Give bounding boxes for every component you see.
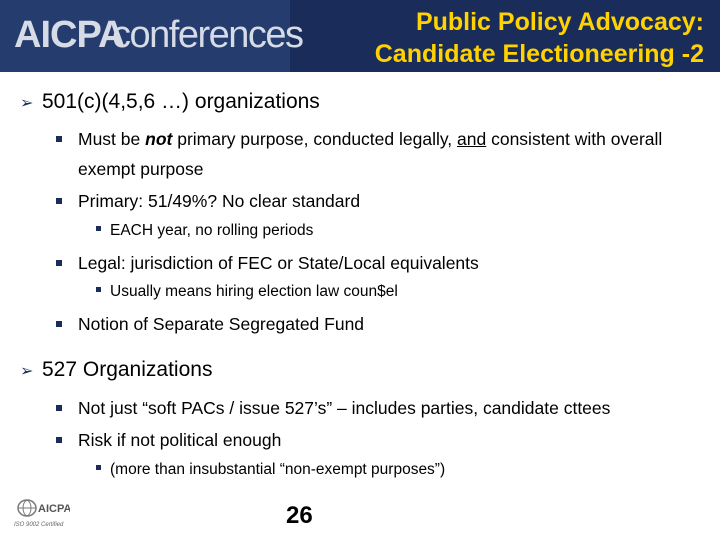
bullet-underline: and (457, 129, 487, 149)
bullet-must-be-not-primary (58, 124, 698, 184)
arrow-bullet-icon: ➢ (20, 363, 34, 380)
bullet-text (58, 124, 698, 184)
section-heading-527 (20, 358, 212, 382)
footer-logo-caption: ISO 9002 Certified (14, 522, 64, 528)
sub-bullet-text: Usually means hiring election law coun$el (110, 283, 398, 300)
bullet-text-part: consistent with overall exempt purpose (78, 129, 663, 179)
section-heading-501c (20, 90, 320, 114)
title-line-1: Public Policy Advocacy: (415, 8, 704, 36)
bullet-text: Not just “soft PACs / issue 527’s” – includes parties, candidate cttees (78, 398, 611, 418)
bullet-legal-jurisdiction (58, 248, 698, 278)
footer-logo-text: AICPA (38, 503, 70, 515)
bullet-separate-segregated-fund (58, 309, 698, 339)
square-bullet-icon (96, 287, 101, 292)
bullet-text-part: primary purpose, conducted legally, (172, 129, 458, 149)
bullet-text: Notion of Separate Segregated Fund (78, 314, 365, 334)
square-bullet-icon (56, 198, 62, 204)
square-bullet-icon (56, 405, 62, 411)
square-bullet-icon (56, 437, 62, 443)
aicpa-conferences-logo (0, 0, 303, 72)
square-bullet-icon (56, 136, 62, 142)
sub-bullet-each-year (96, 222, 313, 240)
sub-bullet-text: (more than insubstantial “non-exempt purposes”) (110, 461, 446, 478)
aicpa-footer-logo (10, 494, 70, 530)
section-heading-text: 501(c)(4,5,6 …) organizations (42, 90, 320, 113)
logo-aicpa-text: AICPA (14, 14, 125, 56)
bullet-text: Legal: jurisdiction of FEC or State/Local equivalents (78, 253, 479, 273)
square-bullet-icon (56, 260, 62, 266)
slide-header (0, 0, 720, 72)
sub-bullet-insubstantial (96, 461, 445, 479)
bullet-text-part: Must be (78, 129, 146, 149)
bullet-primary-standard (58, 186, 698, 216)
arrow-bullet-icon: ➢ (20, 95, 34, 112)
square-bullet-icon (56, 321, 62, 327)
sub-bullet-text: EACH year, no rolling periods (110, 222, 314, 239)
bullet-risk-not-political (58, 425, 698, 455)
square-bullet-icon (96, 226, 101, 231)
logo-conferences-text: conferences (112, 14, 303, 56)
sub-bullet-election-law (96, 283, 398, 301)
square-bullet-icon (96, 465, 101, 470)
bullet-text: Risk if not political enough (78, 430, 282, 450)
bullet-text: Primary: 51/49%? No clear standard (78, 191, 361, 211)
bullet-emphasis: not (145, 129, 173, 149)
section-heading-text: 527 Organizations (42, 358, 213, 381)
bullet-not-just-soft-pacs (58, 393, 698, 423)
slide-title (284, 6, 704, 70)
page-number: 26 (286, 502, 313, 529)
title-line-2: Candidate Electioneering -2 (374, 40, 704, 68)
